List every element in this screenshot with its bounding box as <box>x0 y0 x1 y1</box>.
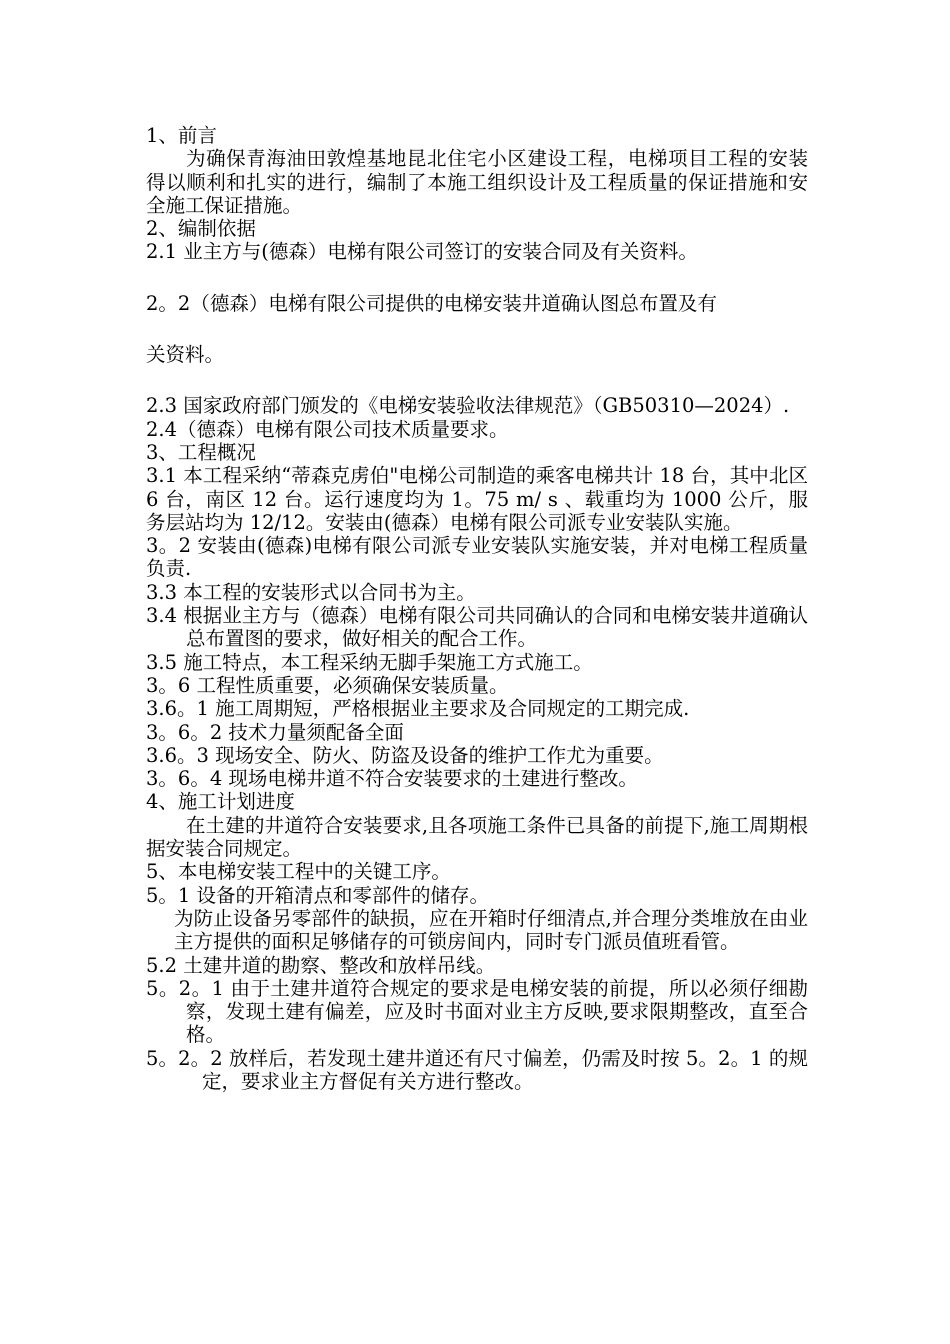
basis-item-2-4: 2.4（德森）电梯有限公司技术质量要求。 <box>146 417 509 441</box>
overview-item-3-1: 3.1 本工程采纳“蒂森克虏伯"电梯公司制造的乘客电梯共计 18 台，其中北区 6 台，南区 12 台。运行速度均为 1。75 m/ s 、载重均为 1000 公斤，服务层站均为 12/12。安装由(德森）电梯有限公司派专业安装队实施。 <box>146 464 808 534</box>
overview-item-3-6: 3。6 工程性质重要，必须确保安装质量。 <box>146 673 509 697</box>
process-item-5-1: 5。1 设备的开箱清点和零部件的储存。 <box>146 883 490 907</box>
basis-item-2-3: 2.3 国家政府部门颁发的《电梯安装验收法律规范》（GB50310—2024）. <box>146 394 790 418</box>
process-item-5-2-2: 5。2。2 放样后，若发现土建井道还有尺寸偏差，仍需及时按 5。2。1 的规定，要求业主方督促有关方进行整改。 <box>146 1046 808 1093</box>
heading-preface: 1、前言 <box>146 124 217 147</box>
heading-key-process: 5、本电梯安装工程中的关键工序。 <box>146 860 451 884</box>
heading-basis: 2、编制依据 <box>146 217 256 241</box>
overview-item-3-6-1: 3.6。1 施工周期短，严格根据业主要求及合同规定的工期完成. <box>146 697 690 721</box>
basis-item-2-1: 2.1 业主方与(德森）电梯有限公司签订的安装合同及有关资料。 <box>146 240 698 264</box>
process-item-5-2-1: 5。2。1 由于土建井道符合规定的要求是电梯安装的前提，所以必须仔细勘察，发现土建有偏差，应及时书面对业主方反映,要求限期整改，直至合格。 <box>146 976 808 1047</box>
overview-item-3-6-4: 3。6。4 现场电梯井道不符合安装要求的土建进行整改。 <box>146 767 638 791</box>
overview-item-3-5: 3.5 施工特点，本工程采纳无脚手架施工方式施工。 <box>146 650 593 674</box>
overview-item-3-4: 3.4 根据业主方与（德森）电梯有限公司共同确认的合同和电梯安装井道确认总布置图的要求，做好相关的配合工作。 <box>146 604 808 651</box>
process-item-5-1-body: 为防止设备另零部件的缺损，应在开箱时仔细清点,并合理分类堆放在由业主方提供的面积足够储存的可锁房间内，同时专门派员值班看管。 <box>174 906 808 954</box>
preface-body: 为确保青海油田敦煌基地昆北住宅小区建设工程，电梯项目工程的安装得以顺利和扎实的进行，编制了本施工组织设计及工程质量的保证措施和安全施工保证措施。 <box>146 147 808 217</box>
document-page <box>146 124 808 1093</box>
heading-schedule: 4、施工计划进度 <box>146 790 295 814</box>
basis-item-2-2-continued: 关资料。 <box>146 343 225 367</box>
basis-item-2-2: 2。2（德森）电梯有限公司提供的电梯安装井道确认图总布置及有 <box>146 291 717 315</box>
heading-overview: 3、工程概况 <box>146 440 256 464</box>
schedule-body: 在土建的井道符合安装要求,且各项施工条件已具备的前提下,施工周期根据安装合同规定。 <box>146 813 808 861</box>
overview-item-3-6-2: 3。6。2 技术力量须配备全面 <box>146 720 404 744</box>
overview-item-3-2: 3。2 安装由(德森)电梯有限公司派专业安装队实施安装，并对电梯工程质量负责. <box>146 534 808 581</box>
overview-item-3-3: 3.3 本工程的安装形式以合同书为主。 <box>146 580 476 604</box>
process-item-5-2: 5.2 土建井道的勘察、整改和放样吊线。 <box>146 953 496 977</box>
overview-item-3-6-3: 3.6。3 现场安全、防火、防盗及设备的维护工作尤为重要。 <box>146 743 664 767</box>
